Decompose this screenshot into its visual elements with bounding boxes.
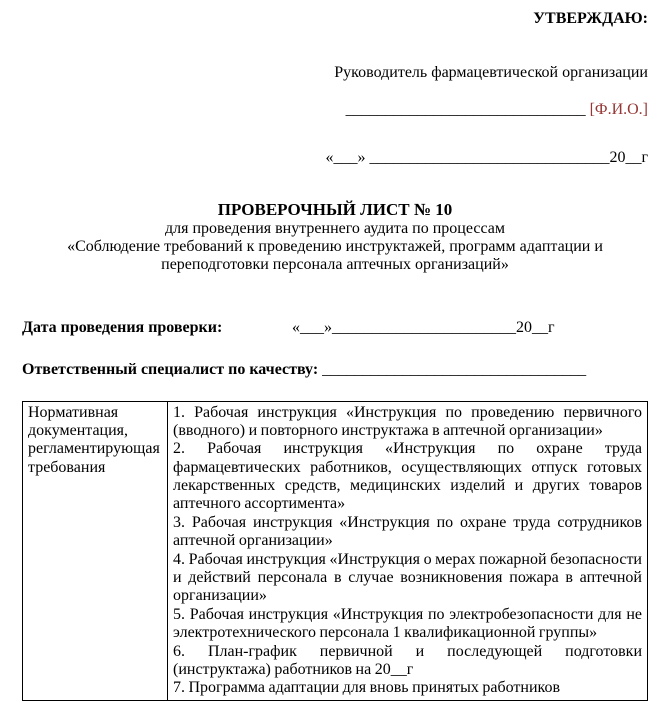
normative-doc-item-6: 6. План-график первичной и последующей подготовки (инструктажа) работников на 20__г xyxy=(173,642,642,678)
requirements-header-cell xyxy=(23,401,168,700)
normative-doc-item-1: 1. Рабочая инструкция «Инструкция по проведению первичного (вводного) и повторного инструктажа в аптечной организации» xyxy=(173,403,642,439)
normative-doc-item-2: 2. Рабочая инструкция «Инструкция по охране труда фармацевтических работников, осуществляющих отпуск готовых лекарственных средств, медицинских изделий и других товаров аптечного ассортимента» xyxy=(173,440,642,513)
signature-line xyxy=(22,101,648,119)
audit-process-name: «Соблюдение требований к проведению инструктажей, программ адаптации и переподготовки персонала аптечных организаций» xyxy=(67,237,603,274)
quality-specialist-blank: _________________________________ xyxy=(322,361,587,379)
table-row xyxy=(23,401,648,700)
title-block xyxy=(22,200,648,275)
signature-blank: ______________________________ xyxy=(345,100,586,118)
normative-doc-item-4: 4. Рабочая инструкция «Инструкция о мерах пожарной безопасности и действий персонала в случае возникновения пожара в аптечной организации» xyxy=(173,550,642,605)
check-date-label: Дата проведения проверки: xyxy=(22,318,223,336)
check-date-blank: «___»_______________________20__г xyxy=(292,318,555,336)
quality-specialist-label: Ответственный специалист по качеству: xyxy=(22,361,319,379)
normative-documents-cell xyxy=(168,401,648,700)
requirements-header-label: Нормативная документация, регламентирующая требования xyxy=(28,403,160,476)
document-title: ПРОВЕРОЧНЫЙ ЛИСТ № 10 xyxy=(217,199,453,219)
normative-doc-item-5: 5. Рабочая инструкция «Инструкция по электробезопасности для не электротехнического персонала 1 квалификационной группы» xyxy=(173,605,642,642)
normative-doc-item-7: 7. Программа адаптации для вновь принятых работников xyxy=(173,679,561,697)
approver-role: Руководитель фармацевтической организации xyxy=(334,64,648,82)
check-date-label-wrap xyxy=(22,319,292,337)
quality-specialist-row xyxy=(22,361,648,379)
fio-placeholder: [Ф.И.О.] xyxy=(589,100,648,118)
check-date-row xyxy=(22,319,648,337)
document-subtitle: для проведения внутреннего аудита по процессам xyxy=(164,219,505,237)
normative-documents-table xyxy=(22,401,648,701)
approve-header: УТВЕРЖДАЮ: xyxy=(533,10,648,27)
approval-block xyxy=(22,10,648,168)
approval-date-blank: «___» ______________________________20__г xyxy=(325,149,648,167)
normative-doc-item-3: 3. Рабочая инструкция «Инструкция по охране труда сотрудников аптечной организации» xyxy=(173,513,642,550)
